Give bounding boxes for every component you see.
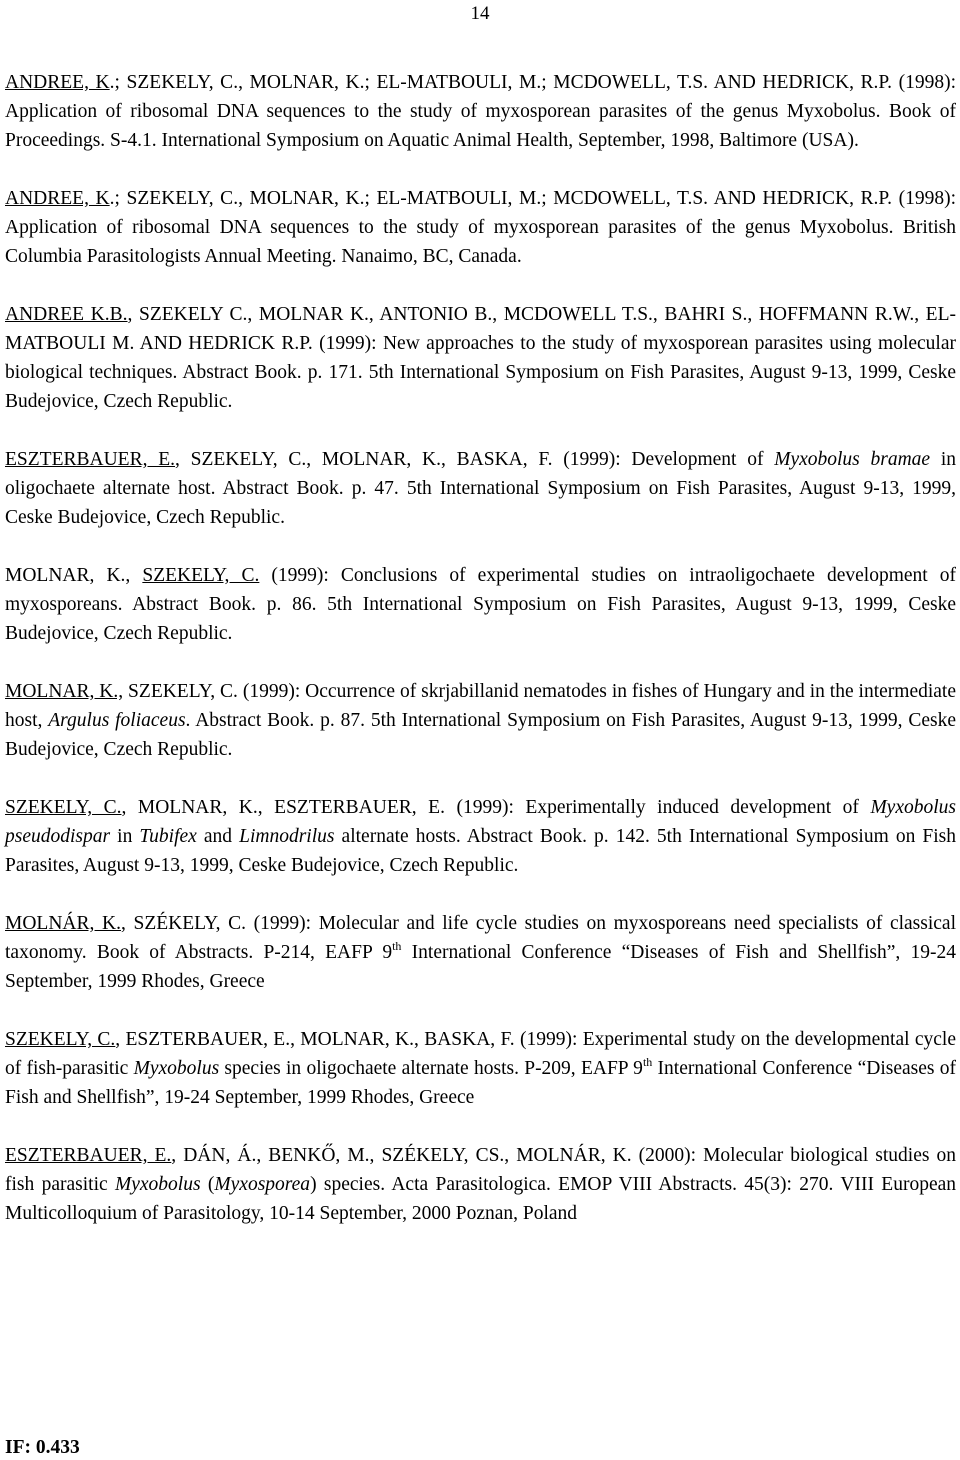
underlined-author: SZEKELY, C. xyxy=(5,797,122,818)
reference-text: , ESZTERBAUER, E., MOLNAR, K., BASKA, F. (1999): Experimental study on the developmental cycle of fish-parasitic xyxy=(5,1029,956,1079)
reference-text: and xyxy=(196,826,240,847)
reference-text: , SZEKELY C., MOLNAR K., ANTONIO B., MCDOWELL T.S., BAHRI S., HOFFMANN R.W., EL-MATBOULI M. AND HEDRICK R.P. (1999): New approaches to the study of myxosporean parasites using molecular biological techniques. Abstract Book. p. 171. 5th International Symposium on Fish Parasites, August 9-13, 1999, Ceske Budejovice, Czech Republic. xyxy=(5,304,956,412)
reference-entry xyxy=(5,184,956,271)
reference-text: in xyxy=(110,826,140,847)
page-number: 14 xyxy=(470,3,490,24)
reference-text: SZEKELY, C. (1999): Occurrence of skrjabillanid nematodes in fishes of Hungary and in the intermediate host, xyxy=(5,681,956,731)
reference-text: , MOLNAR, K., ESZTERBAUER, E. (1999): Experimentally induced development of xyxy=(121,797,871,818)
reference-list xyxy=(5,68,956,1228)
italic-taxon: Argulus foliaceus xyxy=(48,710,186,731)
reference-entry xyxy=(5,300,956,416)
underlined-author: MOLNÁR, K. xyxy=(5,913,121,934)
italic-taxon: Myxobolus bramae xyxy=(774,449,931,470)
reference-entry xyxy=(5,1141,956,1228)
reference-entry xyxy=(5,793,956,880)
underlined-author: ESZTERBAUER, E. xyxy=(5,449,175,470)
superscript-text: th xyxy=(392,939,402,953)
reference-entry xyxy=(5,677,956,764)
underlined-author: ANDREE K.B. xyxy=(5,304,128,325)
reference-entry xyxy=(5,1025,956,1112)
reference-entry xyxy=(5,909,956,996)
italic-taxon: Tubifex xyxy=(139,826,197,847)
reference-text: in oligochaete alternate host. Abstract Book. p. 47. 5th International Symposium on Fish Parasites, August 9-13, 1999, Ceske Budejovice, Czech Republic. xyxy=(5,449,957,528)
italic-taxon: Myxobolus xyxy=(114,1174,201,1195)
superscript-text: th xyxy=(642,1055,653,1069)
reference-text: .; SZEKELY, C., MOLNAR, K.; EL-MATBOULI, M.; MCDOWELL, T.S. AND HEDRICK, R.P. (1998): Application of ribosomal DNA sequences to the study of myxosporean parasites of the genus Myxobolus. Book of Proceedings. S-4.1. International Symposium on Aquatic Animal Health, September, 1998, Baltimore (USA). xyxy=(5,72,956,151)
reference-text: , DÁN, Á., BENKŐ, M., SZÉKELY, CS., MOLNÁR, K. (2000): Molecular biological studies on fish parasitic xyxy=(5,1145,956,1195)
reference-entry xyxy=(5,561,956,648)
reference-entry xyxy=(5,68,956,155)
reference-entry xyxy=(5,445,956,532)
underlined-author: ANDREE, K xyxy=(5,188,110,209)
reference-text: International Conference “Diseases of Fish and Shellfish”, 19-24 September, 1999 Rhodes, Greece xyxy=(5,942,956,992)
underlined-author: ESZTERBAUER, E. xyxy=(5,1145,172,1166)
reference-text: (1999): Conclusions of experimental studies on intraoligochaete development of myxosporeans. Abstract Book. p. 86. 5th International Symposium on Fish Parasites, August 9-13, 1999, Ceske Budejovice, Czech Republic. xyxy=(5,565,956,644)
reference-text: alternate hosts. Abstract Book. p. 142. 5th International Symposium on Fish Parasites, August 9-13, 1999, Ceske Budejovice, Czech Republic. xyxy=(5,826,956,876)
reference-text: MOLNAR, K., xyxy=(5,565,143,586)
italic-taxon: Myxobolus pseudodispar xyxy=(5,797,956,847)
reference-text: International Conference “Diseases of Fish and Shellfish”, 19-24 September, 1999 Rhodes, Greece xyxy=(5,1058,956,1108)
reference-text: , SZÉKELY, C. (1999): Molecular and life cycle studies on myxosporeans need specialists of classical taxonomy. Book of Abstracts. P-214, EAFP 9 xyxy=(5,913,956,963)
reference-text: species in oligochaete alternate hosts. P-209, EAFP 9 xyxy=(219,1058,643,1079)
reference-text: . Abstract Book. p. 87. 5th International Symposium on Fish Parasites, August 9-13, 1999, Ceske Budejovice, Czech Republic. xyxy=(5,710,956,760)
italic-taxon: Limnodrilus xyxy=(239,826,335,847)
underlined-author: MOLNAR, K., xyxy=(5,681,124,702)
reference-text: , SZEKELY, C., MOLNAR, K., BASKA, F. (1999): Development of xyxy=(175,449,775,470)
underlined-author: SZEKELY, C. xyxy=(142,565,260,586)
italic-taxon: Myxobolus xyxy=(133,1058,220,1079)
reference-text: .; SZEKELY, C., MOLNAR, K.; EL-MATBOULI, M.; MCDOWELL, T.S. AND HEDRICK, R.P. (1998): Application of ribosomal DNA sequences to the study of myxosporean parasites of the genus Myxobolus. British Columbia Parasitologists Annual Meeting. Nanaimo, BC, Canada. xyxy=(5,188,956,267)
impact-factor: IF: 0.433 xyxy=(5,1437,80,1458)
italic-taxon: Myxosporea xyxy=(214,1174,311,1195)
reference-text: ) species. Acta Parasitologica. EMOP VIII Abstracts. 45(3): 270. VIII European Multicolloquium of Parasitology, 10-14 September, 2000 Poznan, Poland xyxy=(5,1174,957,1224)
reference-text: ( xyxy=(200,1174,215,1195)
underlined-author: SZEKELY, C. xyxy=(5,1029,116,1050)
underlined-author: ANDREE, K xyxy=(5,72,110,93)
